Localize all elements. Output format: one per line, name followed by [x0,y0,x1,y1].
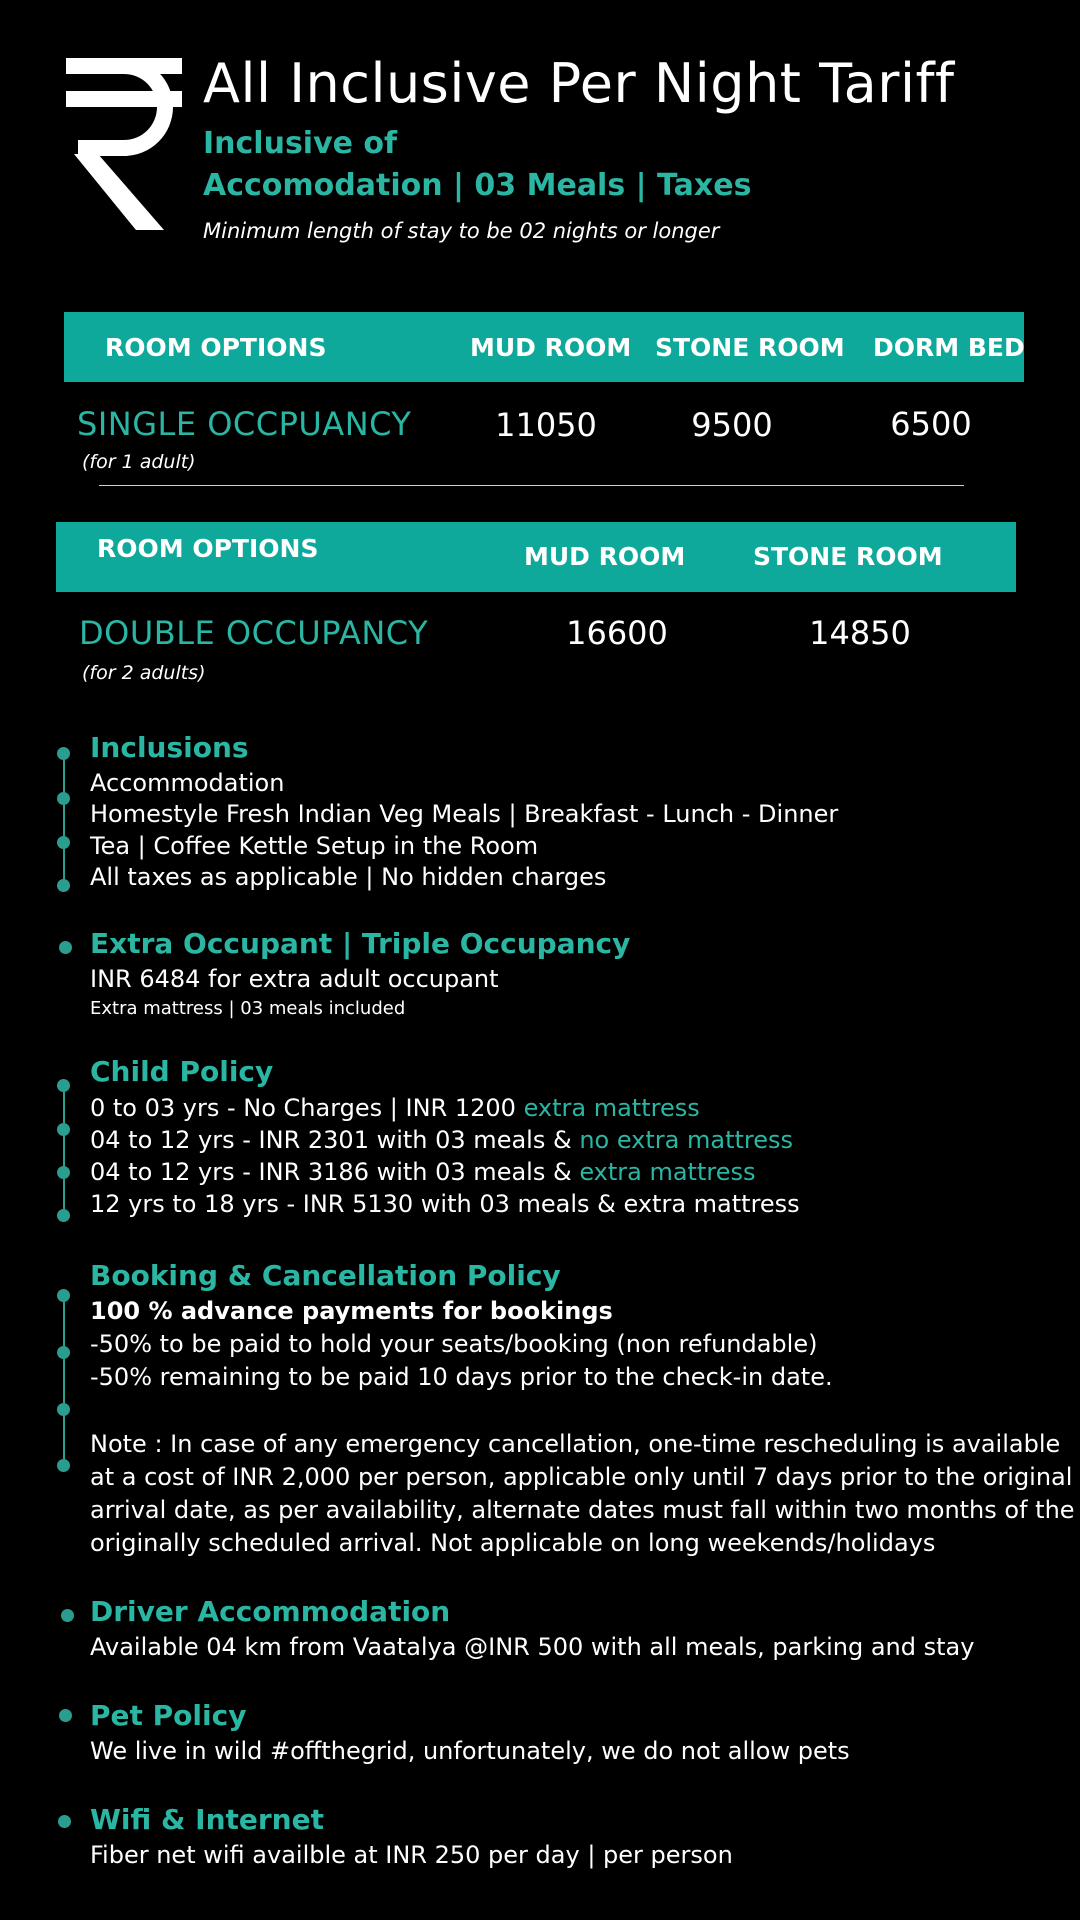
double-header-room-options: ROOM OPTIONS [97,534,319,563]
subtitle-includes: Accomodation | 03 Meals | Taxes [203,168,752,203]
single-header-mud-room: MUD ROOM [470,333,632,362]
child-policy-item: 04 to 12 yrs - INR 2301 with 03 meals & no extra mattress [90,1126,794,1154]
extra-occupant-line: INR 6484 for extra adult occupant [90,965,499,993]
page-title: All Inclusive Per Night Tariff [203,52,955,115]
timeline-dot [57,1459,70,1472]
timeline-dot [57,747,70,760]
booking-line: -50% remaining to be paid 10 days prior to the check-in date. [90,1363,833,1391]
price-single-mud: 11050 [495,406,597,444]
single-header-dorm-bed: DORM BED [873,333,1025,362]
child-policy-timeline [63,1085,65,1215]
subtitle-inclusive: Inclusive of [203,126,398,161]
booking-timeline [63,1296,65,1466]
inclusion-item: All taxes as applicable | No hidden charges [90,863,607,891]
timeline-dot [57,1346,70,1359]
price-double-stone: 14850 [809,614,911,652]
timeline-dot [57,1209,70,1222]
extra-occupant-title: Extra Occupant | Triple Occupancy [90,927,631,960]
timeline-dot [58,1815,71,1828]
price-single-stone: 9500 [691,406,773,444]
single-occupancy-label: SINGLE OCCPUANCY [77,405,412,443]
pet-title: Pet Policy [90,1699,247,1732]
single-header-room-options: ROOM OPTIONS [105,333,327,362]
table-divider [99,485,964,486]
driver-title: Driver Accommodation [90,1595,451,1628]
double-header-mud-room: MUD ROOM [524,542,686,571]
timeline-dot [57,879,70,892]
rupee-icon [66,58,182,230]
inclusion-item: Homestyle Fresh Indian Veg Meals | Breakfast - Lunch - Dinner [90,800,839,828]
double-header-stone-room: STONE ROOM [753,542,943,571]
timeline-dot [57,792,70,805]
timeline-dot [57,1403,70,1416]
single-occupancy-note: (for 1 adult) [82,451,196,473]
double-occupancy-label: DOUBLE OCCUPANCY [79,614,429,652]
wifi-line: Fiber net wifi availble at INR 250 per day | per person [90,1841,733,1869]
extra-occupant-note: Extra mattress | 03 meals included [90,998,406,1019]
inclusions-timeline [63,753,65,885]
driver-line: Available 04 km from Vaatalya @INR 500 with all meals, parking and stay [90,1633,975,1661]
double-occupancy-note: (for 2 adults) [82,662,206,684]
child-policy-item: 04 to 12 yrs - INR 3186 with 03 meals & extra mattress [90,1158,756,1186]
price-double-mud: 16600 [566,614,668,652]
booking-title: Booking & Cancellation Policy [90,1259,561,1292]
timeline-dot [57,1166,70,1179]
wifi-title: Wifi & Internet [90,1803,324,1836]
timeline-dot [59,1709,72,1722]
child-policy-title: Child Policy [90,1055,274,1088]
timeline-dot [57,836,70,849]
timeline-dot [59,941,72,954]
min-stay-note: Minimum length of stay to be 02 nights or longer [203,219,720,243]
booking-line: -50% to be paid to hold your seats/booking (non refundable) [90,1330,818,1358]
single-header-stone-room: STONE ROOM [655,333,845,362]
inclusion-item: Accommodation [90,769,285,797]
inclusions-title: Inclusions [90,731,249,764]
child-policy-item: 12 yrs to 18 yrs - INR 5130 with 03 meals & extra mattress [90,1190,800,1218]
inclusion-item: Tea | Coffee Kettle Setup in the Room [90,832,539,860]
booking-advance: 100 % advance payments for bookings [90,1297,613,1325]
timeline-dot [57,1079,70,1092]
timeline-dot [57,1289,70,1302]
timeline-dot [57,1123,70,1136]
cancellation-note: Note : In case of any emergency cancellation, one-time rescheduling is available at a cost of INR 2,000 per person, applicable only until 7 days prior to the original arrival date, as per availability, alternate dates must fall within two months of the originally scheduled arrival. Not applicable on long weekends/holidays [90,1430,1075,1557]
price-single-dorm: 6500 [890,405,972,443]
timeline-dot [61,1609,74,1622]
pet-line: We live in wild #offthegrid, unfortunately, we do not allow pets [90,1737,850,1765]
child-policy-item: 0 to 03 yrs - No Charges | INR 1200 extra mattress [90,1094,700,1122]
